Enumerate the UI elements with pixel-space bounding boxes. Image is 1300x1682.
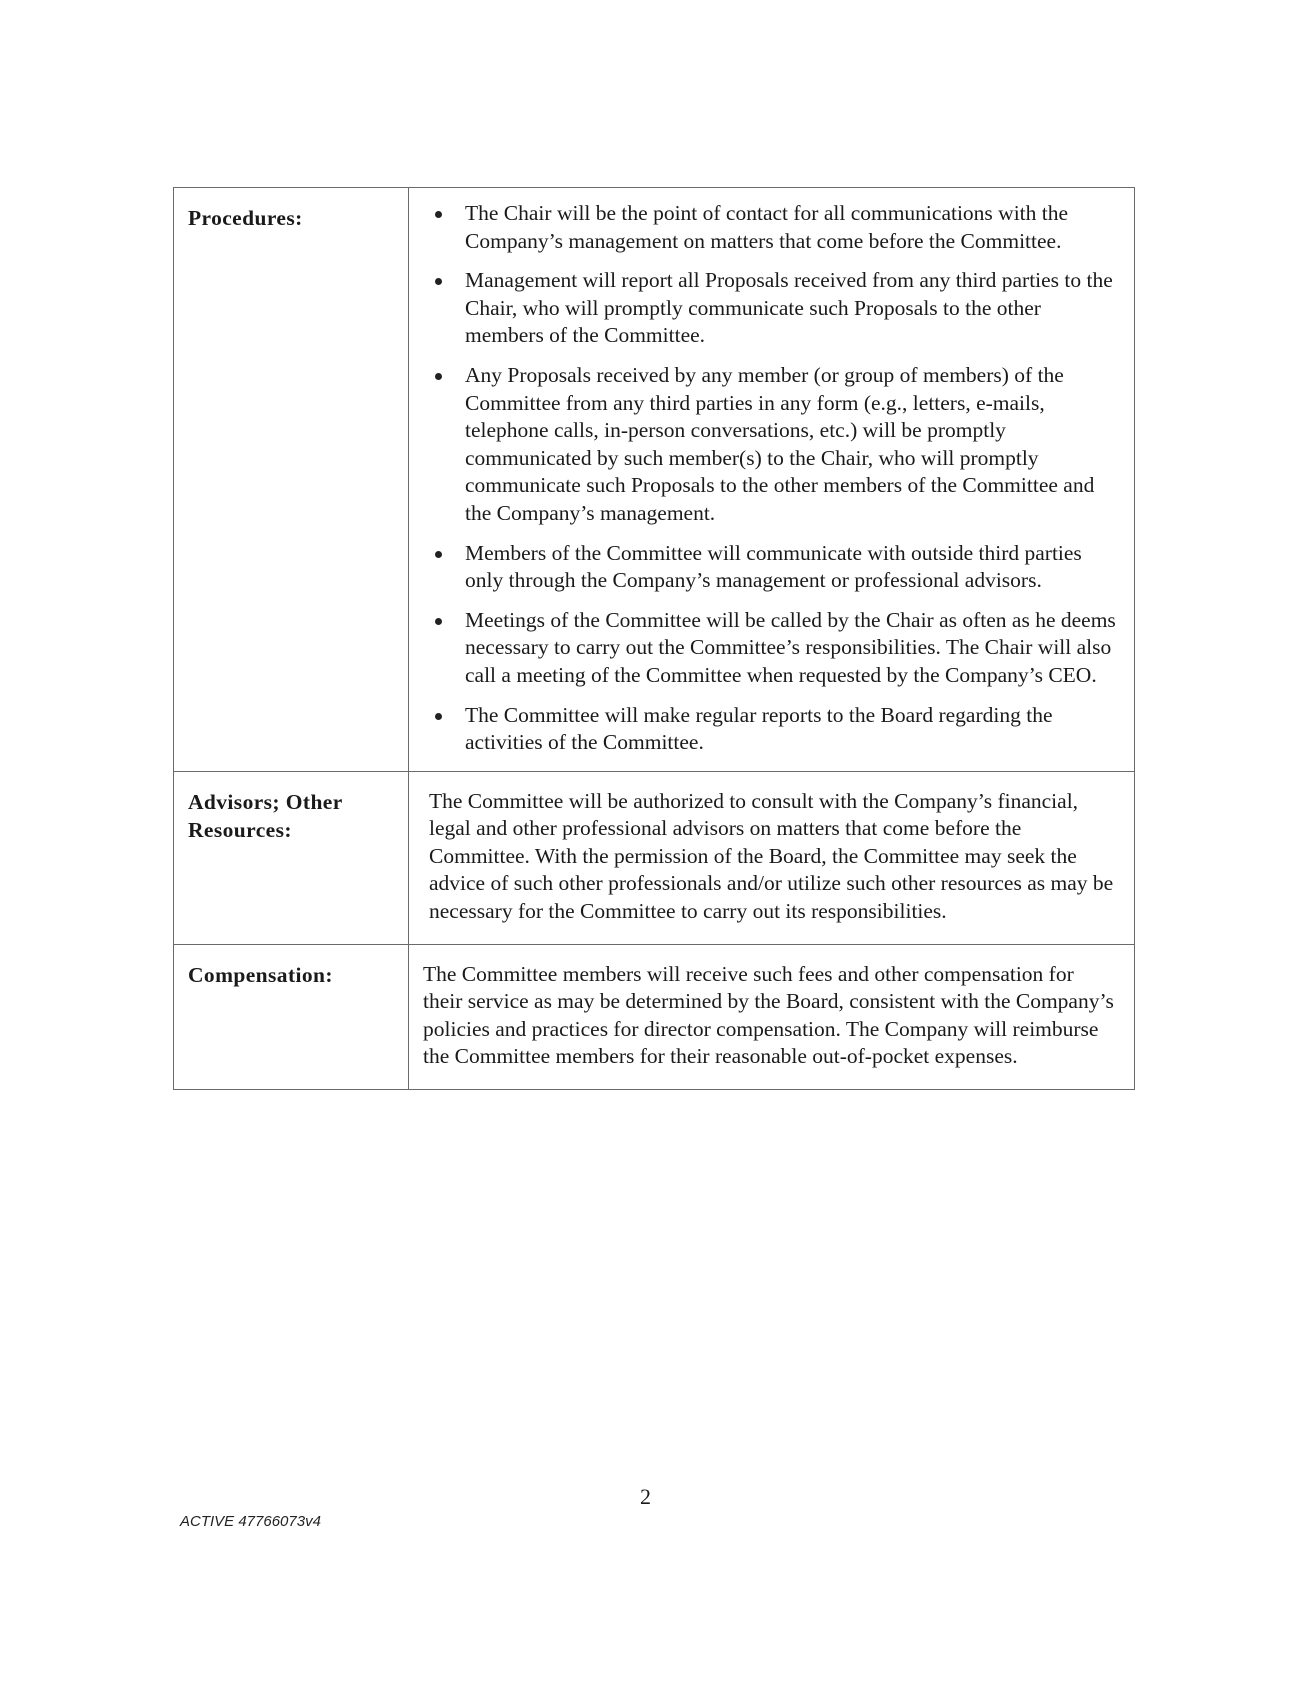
bullet-icon	[435, 713, 442, 720]
bullet-icon	[435, 278, 442, 285]
page-number: 2	[640, 1484, 651, 1509]
list-item: Members of the Committee will communicate with outside third parties only through the Company’s management or professional advisors.	[419, 540, 1118, 595]
list-item: Management will report all Proposals received from any third parties to the Chair, who will promptly communicate such Proposals to the other members of the Committee.	[419, 267, 1118, 350]
bullet-icon	[435, 551, 442, 558]
table-row-compensation	[174, 944, 1135, 1089]
row-label: Advisors; Other Resources:	[174, 771, 409, 944]
document-id: ACTIVE 47766073v4	[180, 1513, 321, 1530]
bullet-icon	[435, 373, 442, 380]
list-item: The Chair will be the point of contact for all communications with the Company’s management on matters that come before the Committee.	[419, 200, 1118, 255]
row-content	[409, 188, 1135, 772]
row-content	[409, 944, 1135, 1089]
table-row-procedures	[174, 188, 1135, 772]
advisors-text: The Committee will be authorized to consult with the Company’s financial, legal and other professional advisors on matters that come before the Committee. With the permission of the Board, the Committee may seek the advice of such other professionals and/or utilize such other resources as may be necessary for the Committee to carry out its responsibilities.	[429, 788, 1114, 924]
compensation-text: The Committee members will receive such fees and other compensation for their service as may be determined by the Board, consistent with the Company’s policies and practices for director compensation. The Company will reimburse the Committee members for their reasonable out-of-pocket expenses.	[423, 961, 1114, 1069]
charter-table	[173, 187, 1135, 1090]
list-item: Meetings of the Committee will be called by the Chair as often as he deems necessary to carry out the Committee’s responsibilities. The Chair will also call a meeting of the Committee when requested by the Company’s CEO.	[419, 607, 1118, 690]
row-label: Procedures:	[174, 188, 409, 772]
bullet-icon	[435, 618, 442, 625]
row-content	[409, 771, 1135, 944]
list-item: Any Proposals received by any member (or group of members) of the Committee from any third parties in any form (e.g., letters, e-mails, telephone calls, in-person conversations, etc.) will be promptly communicated by such member(s) to the Chair, who will promptly communicate such Proposals to the other members of the Committee and the Company’s management.	[419, 362, 1118, 528]
table-row-advisors	[174, 771, 1135, 944]
list-item: The Committee will make regular reports to the Board regarding the activities of the Committee.	[419, 702, 1118, 757]
row-label: Compensation:	[174, 944, 409, 1089]
bullet-icon	[435, 211, 442, 218]
procedures-list	[419, 200, 1118, 757]
